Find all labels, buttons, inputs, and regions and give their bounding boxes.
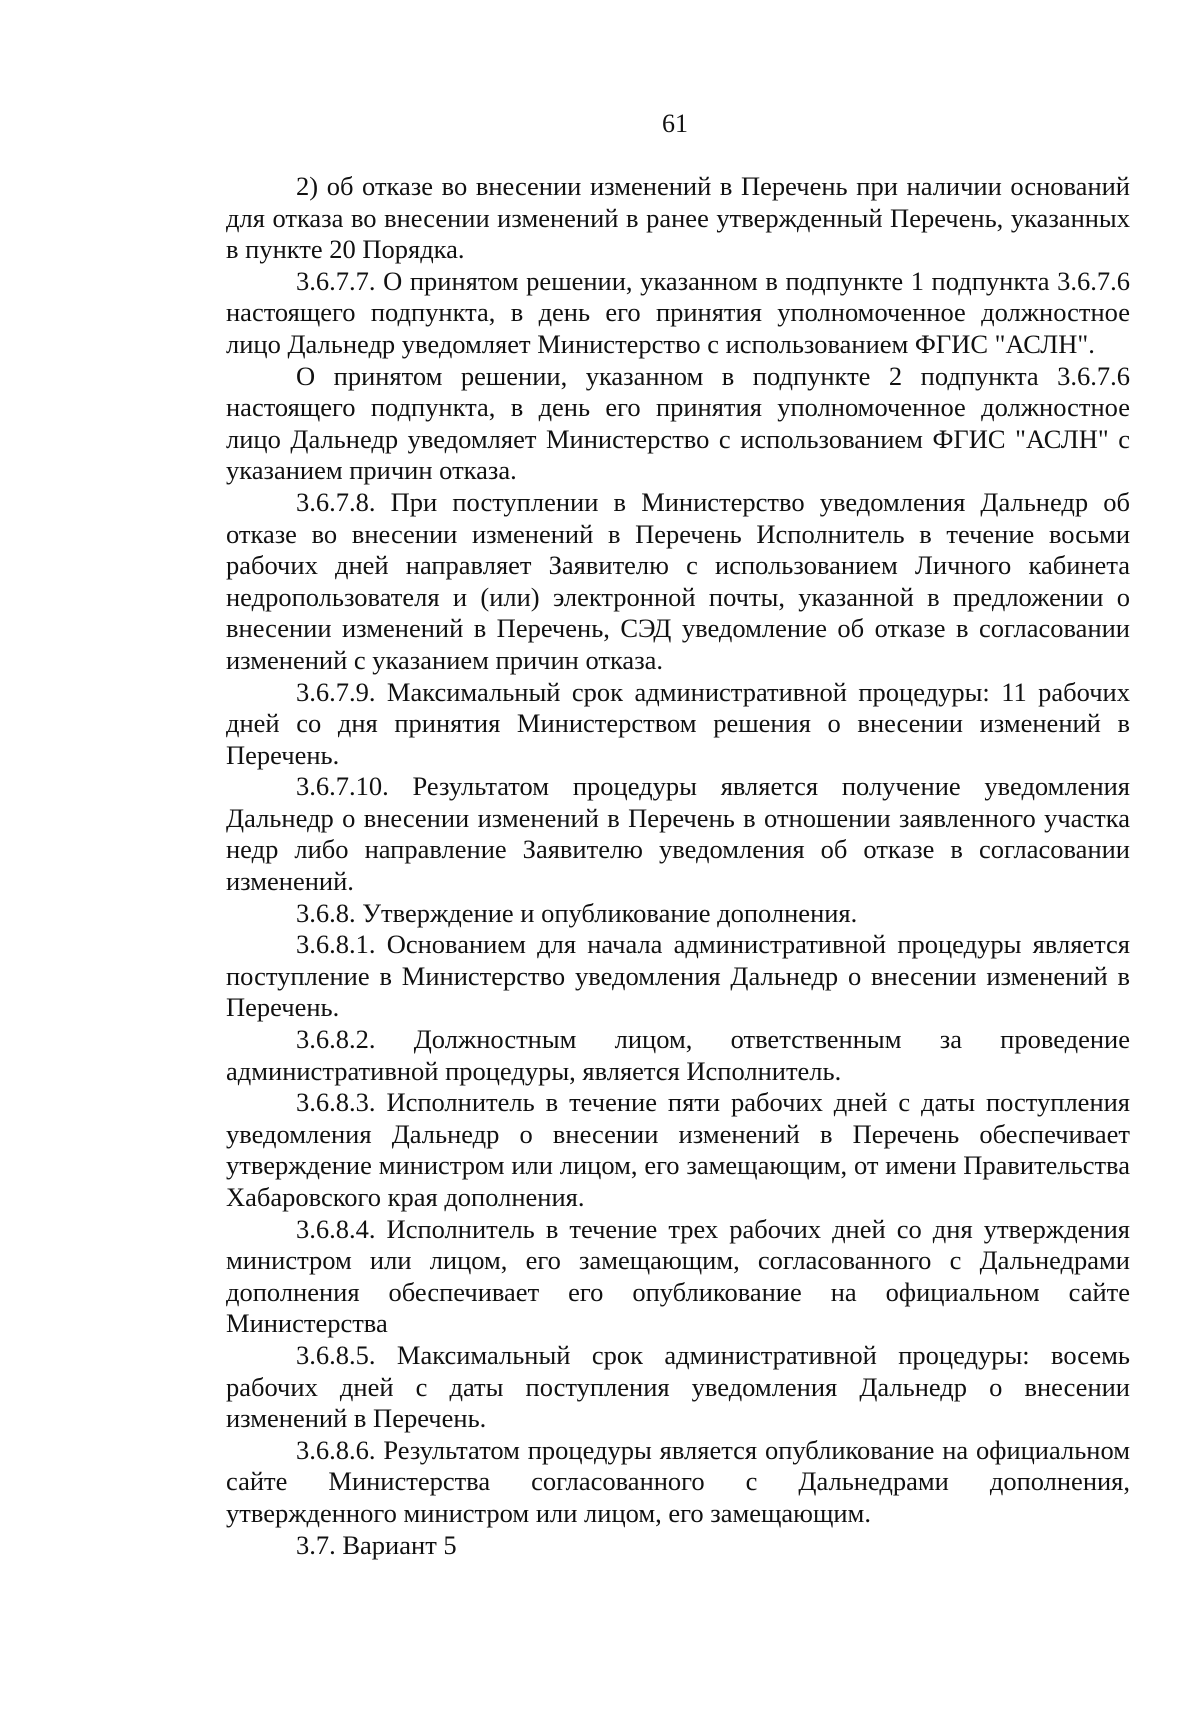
paragraph: 3.6.8.3. Исполнитель в течение пяти рабочих дней с даты поступления уведомления Дальнедр о внесении изменений в Перечень обеспечивает утверждение министром или лицом, его замещающим, от имени Правительства Хабаровского края дополнения. — [226, 1087, 1130, 1212]
paragraph: 2) об отказе во внесении изменений в Перечень при наличии оснований для отказа во внесении изменений в ранее утвержденный Перечень, указанных в пункте 20 Порядка. — [226, 171, 1130, 265]
section-heading: 3.7. Вариант 5 — [296, 1529, 457, 1560]
paragraph: 3.6.8.2. Должностным лицом, ответственным за проведение административной процедуры, является Исполнитель. — [226, 1024, 1130, 1086]
paragraph: 3.6.7.9. Максимальный срок административной процедуры: 11 рабочих дней со дня принятия Министерством решения о внесении изменений в Перечень. — [226, 676, 1130, 770]
paragraph: 3.6.7.10. Результатом процедуры является получение уведомления Дальнедр о внесении изменений в Перечень в отношении заявленного участка недр либо направление Заявителю уведомления об отказе в согласовании изменений. — [226, 771, 1130, 897]
document-body — [226, 171, 1130, 1561]
paragraph: 3.6.7.8. При поступлении в Министерство уведомления Дальнедр об отказе во внесении изменений в Перечень Исполнитель в течение восьми рабочих дней направляет Заявителю с использованием Личного кабинета недропользователя и (или) электронной почты, указанной в предложении о внесении изменений в Перечень, СЭД уведомление об отказе в согласовании изменений с указанием причин отказа. — [226, 486, 1130, 675]
page-number: 61 — [662, 109, 688, 138]
paragraph: 3.6.8.6. Результатом процедуры является опубликование на официальном сайте Министерства согласованного с Дальнедрами дополнения, утвержденного министром или лицом, его замещающим. — [226, 1434, 1130, 1528]
section-heading: 3.6.8. Утверждение и опубликование дополнения. — [296, 897, 858, 928]
paragraph: О принятом решении, указанном в подпункте 2 подпункта 3.6.7.6 настоящего подпункта, в день его принятия уполномоченное должностное лицо Дальнедр уведомляет Министерство с использованием ФГИС "АСЛН" с указанием причин отказа. — [226, 360, 1130, 486]
paragraph: 3.6.8.4. Исполнитель в течение трех рабочих дней со дня утверждения министром или лицом, его замещающим, согласованного с Дальнедрами дополнения обеспечивает его опубликование на официальном сайте Министерства — [226, 1213, 1130, 1339]
paragraph: 3.6.8.5. Максимальный срок административной процедуры: восемь рабочих дней с даты поступления уведомления Дальнедр о внесении изменений в Перечень. — [226, 1339, 1130, 1434]
paragraph: 3.6.7.7. О принятом решении, указанном в подпункте 1 подпункта 3.6.7.6 настоящего подпункта, в день его принятия уполномоченное должностное лицо Дальнедр уведомляет Министерство с использованием ФГИС "АСЛН". — [226, 265, 1130, 359]
paragraph: 3.6.8.1. Основанием для начала административной процедуры является поступление в Министерство уведомления Дальнедр о внесении изменений в Перечень. — [226, 929, 1130, 1023]
